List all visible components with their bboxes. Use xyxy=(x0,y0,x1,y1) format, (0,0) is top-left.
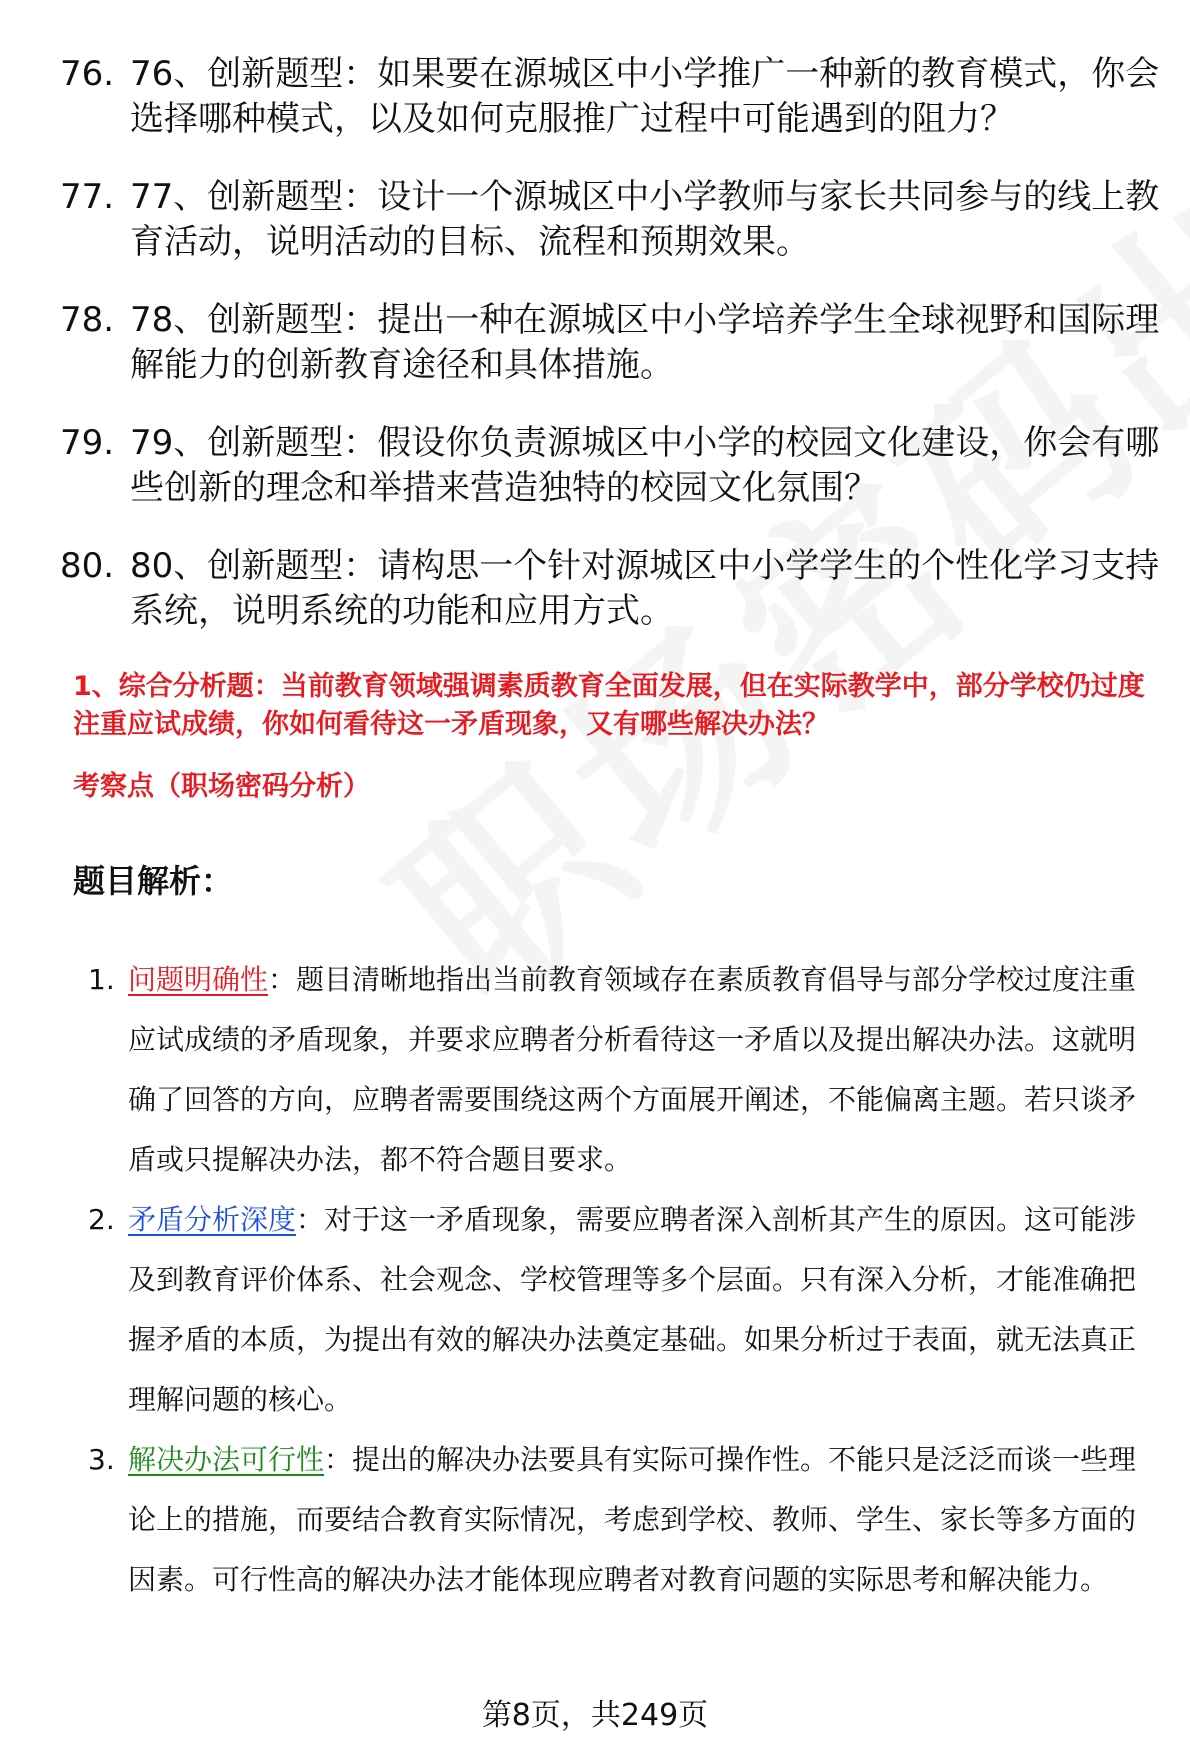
analysis-item xyxy=(88,1190,1158,1430)
analysis-key: 问题明确性 xyxy=(128,963,269,996)
question-list xyxy=(60,52,1160,667)
analysis-text: 提出的解决办法要具有实际可操作性。不能只是泛泛而谈一些理论上的措施，而要结合教育实际情况，考虑到学校、教师、学生、家长等多方面的因素。可行性高的解决办法才能体现应聘者对教育问题的实际思考和解决能力。 xyxy=(128,1443,1137,1596)
question-text: 79、创新题型：假设你负责源城区中小学的校园文化建设，你会有哪些创新的理念和举措来营造独特的校园文化氛围？ xyxy=(130,423,1160,508)
question-text: 77、创新题型：设计一个源城区中小学教师与家长共同参与的线上教育活动，说明活动的目标、流程和预期效果。 xyxy=(130,177,1160,262)
section-title: 题目解析： xyxy=(73,862,234,900)
analysis-colon: ： xyxy=(268,963,297,996)
analysis-number: 1. xyxy=(88,963,115,996)
analysis-text: 对于这一矛盾现象，需要应聘者深入剖析其产生的原因。这可能涉及到教育评价体系、社会观念、学校管理等多个层面。只有深入分析，才能准确把握矛盾的本质，为提出有效的解决办法奠定基础。如果分析过于表面，就无法真正理解问题的核心。 xyxy=(128,1203,1137,1416)
analysis-number: 3. xyxy=(88,1443,115,1476)
question-number: 77. xyxy=(60,177,115,217)
analysis-colon: ： xyxy=(324,1443,353,1476)
question-number: 80. xyxy=(60,546,115,586)
page-footer: 第8页，共249页 xyxy=(481,1698,709,1733)
analysis-body xyxy=(128,950,1158,1190)
analysis-key: 解决办法可行性 xyxy=(128,1443,325,1476)
list-item xyxy=(60,421,1160,511)
question-text: 78、创新题型：提出一种在源城区中小学培养学生全球视野和国际理解能力的创新教育途径和具体措施。 xyxy=(130,300,1160,385)
question-number: 79. xyxy=(60,423,115,463)
main-question: 1、综合分析题：当前教育领域强调素质教育全面发展，但在实际教学中，部分学校仍过度注重应试成绩，你如何看待这一矛盾现象，又有哪些解决办法？ xyxy=(73,671,1145,740)
analysis-list xyxy=(88,950,1158,1610)
question-text: 76、创新题型：如果要在源城区中小学推广一种新的教育模式，你会选择哪种模式，以及如何克服推广过程中可能遇到的阻力？ xyxy=(130,54,1160,139)
question-number: 76. xyxy=(60,54,115,94)
analysis-key: 矛盾分析深度 xyxy=(128,1203,297,1236)
question-text: 80、创新题型：请构思一个针对源城区中小学学生的个性化学习支持系统，说明系统的功能和应用方式。 xyxy=(130,546,1160,631)
exam-point: 考察点（职场密码分析） xyxy=(73,771,370,802)
analysis-body xyxy=(128,1430,1158,1610)
analysis-number: 2. xyxy=(88,1203,115,1236)
list-item xyxy=(60,298,1160,388)
analysis-text: 题目清晰地指出当前教育领域存在素质教育倡导与部分学校过度注重应试成绩的矛盾现象，并要求应聘者分析看待这一矛盾以及提出解决办法。这就明确了回答的方向，应聘者需要围绕这两个方面展开阐述，不能偏离主题。若只谈矛盾或只提解决办法，都不符合题目要求。 xyxy=(128,963,1137,1176)
analysis-body xyxy=(128,1190,1158,1430)
question-number: 78. xyxy=(60,300,115,340)
analysis-item xyxy=(88,1430,1158,1610)
list-item xyxy=(60,52,1160,142)
analysis-colon: ： xyxy=(296,1203,325,1236)
analysis-item xyxy=(88,950,1158,1190)
list-item xyxy=(60,175,1160,265)
list-item xyxy=(60,544,1160,634)
